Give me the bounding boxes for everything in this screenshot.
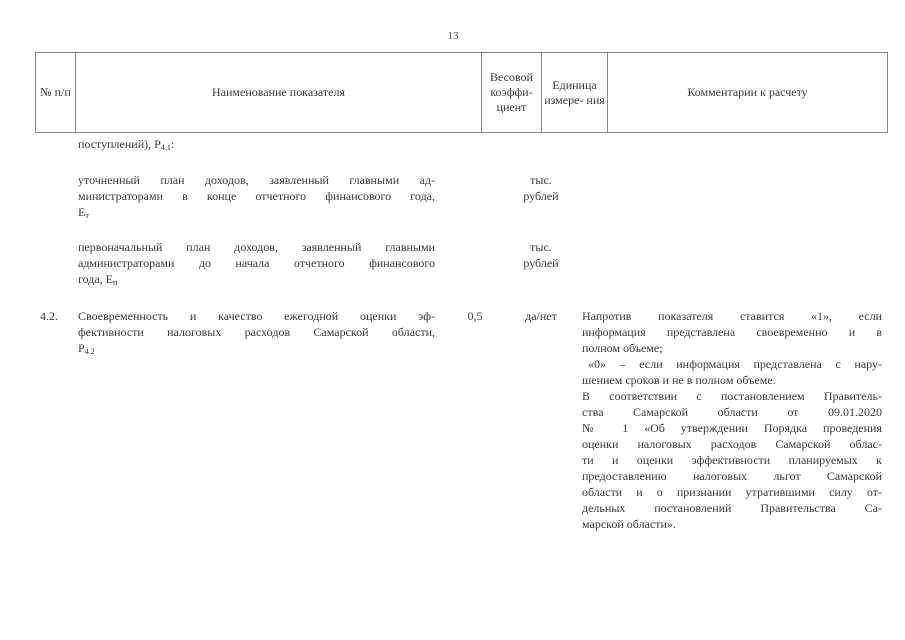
row-refined-plan-symbol: Е [78,205,86,219]
comment-line: информация представлена своевременно и в [582,325,882,339]
row-4-2-unit: да/нет [525,309,557,323]
row-refined-plan-line3 [78,204,435,224]
row-refined-plan-unit-line1: тыс. [530,173,552,187]
row-4-2-comment [582,308,882,532]
row-4-2-symbol: Р [78,341,85,355]
row-refined-plan-name [78,172,435,224]
comment-line: ства Самарской области от 09.01.2020 [582,405,882,419]
row-refined-plan-unit [508,172,574,204]
comment-line: предоставлению налоговых льгот Самарской [582,469,882,483]
row-continuation [78,136,435,156]
row-initial-plan-line1: первоначальный план доходов, заявленный главными [78,240,435,254]
row-4-2-name [78,308,435,360]
comment-line: дельных постановлений Правительства Са- [582,501,882,515]
comment-line: В соответствии с постановлением Правитель- [582,389,882,403]
row-initial-plan-name [78,239,435,291]
row-4-2-line3 [78,340,435,360]
row-continuation-text: поступлений), Р [78,137,161,151]
row-4-2-number: 4.2. [40,309,58,323]
comment-line: полном объеме; [582,341,663,355]
header-col-unit: Единица измере- ния [542,53,608,133]
row-initial-plan-symbol: года, Е [78,272,114,286]
comment-line: «0» – если информация представлена с нару- [588,357,882,371]
comment-line: марской области». [582,517,676,531]
comment-line: области и о признании утратившими силу от- [582,485,882,499]
row-continuation-suffix: : [170,137,175,151]
header-col-weight: Весовой коэффи- циент [482,53,542,133]
row-initial-plan-line3 [78,271,435,291]
header-col-number: № п/п [36,53,76,133]
row-initial-plan-sub: п [113,278,118,287]
comment-line: ти и оценки эффективности планируемых к [582,453,882,467]
comment-line: № 1 «Об утверждении Порядка проведения [582,421,882,435]
row-4-2-line1: Своевременность и качество ежегодной оценки эф- [78,309,435,323]
row-4-2-weight: 0,5 [467,309,483,323]
table-header [35,52,888,133]
row-initial-plan-unit-line2: рублей [523,256,559,270]
row-4-2-line2: фективности налоговых расходов Самарской области, [78,325,435,339]
row-continuation-sub: 4.1 [160,143,171,152]
row-initial-plan-unit [508,239,574,271]
comment-line: Напротив показателя ставится «1», если [582,309,882,323]
row-refined-plan-unit-line2: рублей [523,189,559,203]
row-refined-plan-line2: министраторами в конце отчетного финансового года, [78,189,435,203]
row-initial-plan-unit-line1: тыс. [530,240,552,254]
row-refined-plan-line1: уточненный план доходов, заявленный главными ад- [78,173,435,187]
header-col-name: Наименование показателя [76,53,482,133]
comment-line: шением сроков и не в полном объеме. [582,373,776,387]
header-col-comment: Комментарии к расчету [608,53,888,133]
row-refined-plan-sub: т [85,211,89,220]
page-number: 13 [447,30,459,42]
comment-line: оценки налоговых расходов Самарской облас- [582,437,882,451]
row-4-2-sub: 4.2 [84,347,95,356]
row-initial-plan-line2: администраторами до начала отчетного финансового [78,256,435,270]
